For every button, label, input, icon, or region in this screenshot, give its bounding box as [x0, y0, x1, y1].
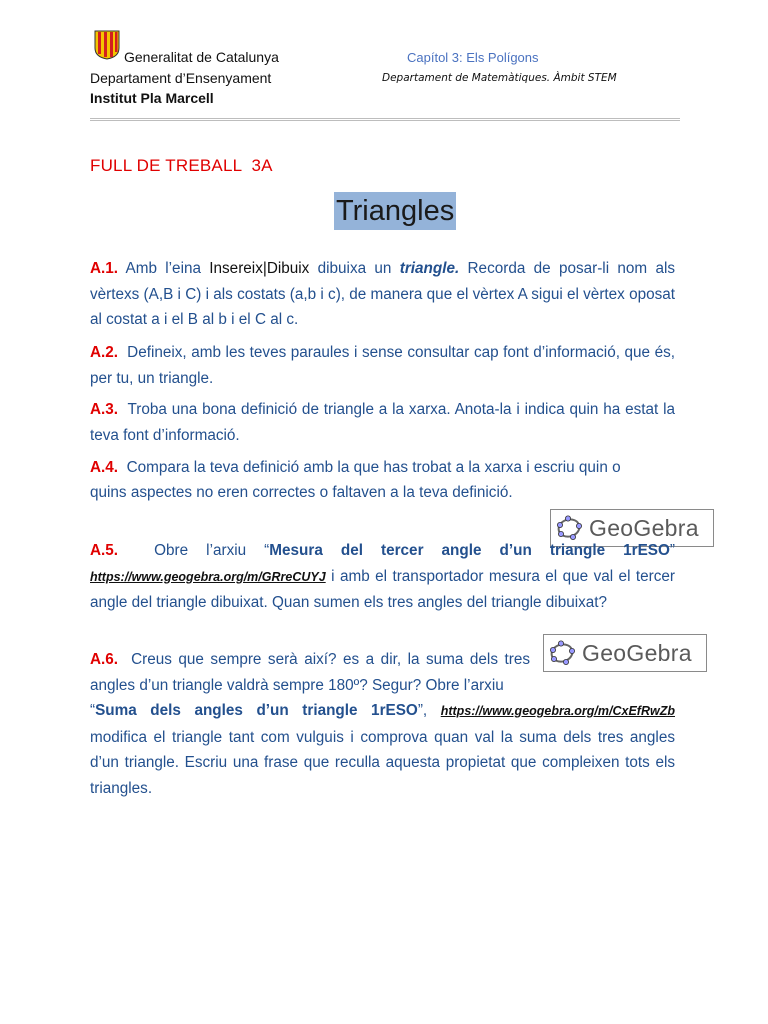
department-name: Departament d’Ensenyament: [90, 70, 272, 86]
header-divider: [90, 118, 680, 121]
activity-a1: A.1. Amb l’eina Insereix|Dibuix dibuixa un triangle. Recorda de posar-li nom als vèrtexs (A,B i C) i als costats (a,b i c), de manera que el vèrtex A sigui el vèrtex oposat al costat a i el B al b i el C al c.: [90, 260, 675, 328]
activity-a2: A.2. Defineix, amb les teves paraules i sense consultar cap font d’informació, que és, per tu, un triangle.: [90, 344, 675, 387]
generalitat-logo: [94, 30, 120, 60]
activity-a4-line2: quins aspectes no eren correctes o faltaven a la teva definició.: [90, 484, 513, 501]
geogebra-link-a6[interactable]: https://www.geogebra.org/m/CxEfRwZb: [440, 704, 675, 718]
activity-a4-line1: A.4. Compara la teva definició amb la que has trobat a la xarxa i escriu quin o: [90, 459, 621, 476]
activity-a6-intro: A.6. Creus que sempre serà així? es a dir, la suma dels tres angles d’un triangle valdrà sempre 180º? Segur? Obre l’arxiu: [90, 651, 530, 694]
geogebra-logo-2[interactable]: GeoGebra: [543, 634, 707, 672]
activity-a6-body: “Suma dels angles d’un triangle 1rESO”, https://www.geogebra.org/m/CxEfRwZb modifica el triangle tant com vulguis i comprova quan val la suma dels tres angles d’un triangle. Escriu una frase que reculla aquesta propietat que compleixen tots els triangles.: [90, 702, 675, 797]
activity-a5: A.5. Obre l’arxiu “Mesura del tercer angle d’un triangle 1rESO” https://www.geogebra.org/m/GRreCUYJ i amb el transportador mesura el que val el tercer angle del triangle dibuixat. Quan sumen els tres angles del triangle dibuixat?: [90, 542, 676, 611]
chapter-title: Capítol 3: Els Polígons: [407, 50, 539, 65]
geogebra-logo-1[interactable]: GeoGebra: [550, 509, 714, 547]
geogebra-icon: [549, 640, 575, 666]
department-right: Departament de Matemàtiques. Àmbit STEM: [382, 72, 617, 84]
activity-a3: A.3. Troba una bona definició de triangle a la xarxa. Anota-la i indica quin ha estat la teva font d’informació.: [90, 401, 675, 444]
sheet-label: FULL DE TREBALL 3A: [90, 156, 273, 175]
page-title: Triangles: [334, 192, 456, 230]
org-name: Generalitat de Catalunya: [124, 49, 279, 65]
school-name: Institut Pla Marcell: [90, 90, 214, 106]
geogebra-link-a5[interactable]: https://www.geogebra.org/m/GRreCUYJ: [90, 569, 326, 584]
